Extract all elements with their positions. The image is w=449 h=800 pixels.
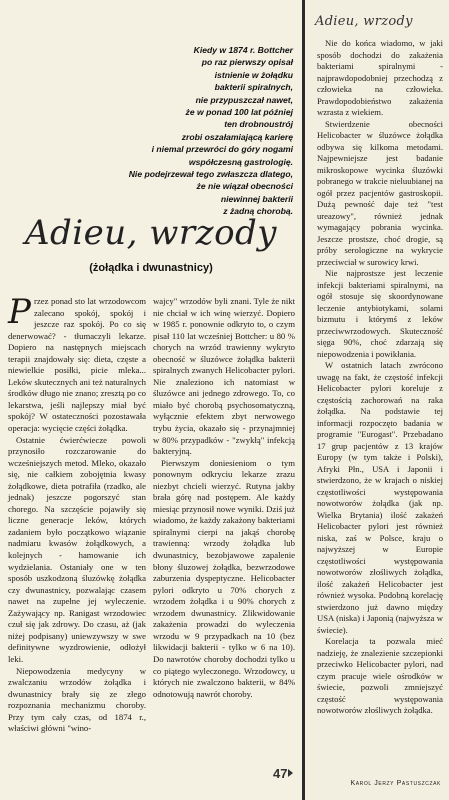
- paragraph-text: rzez ponad sto lat wrzodowcom zalecano spokój, spokój i jeszcze raz spokój. Po co się denerwować? - tłumaczyli lekarze. Dopiero na następnych miejscach terapii znajdowały się: dieta, częste a niewielkie posiłki, picie mleka... Leków skutecznych ani też naturalnych środków długo nie znano; zresztą po co lekarstwa, jeśli najlepszy miał być spokój? W ostateczności pozostawała operacja: wycięcie części żołądka.: [8, 296, 146, 434]
- sidebar-paragraph-5: Korelacja ta pozwala mieć nadzieję, że znalezienie szczepionki przeciwko Helicobacter pylori, nad czym pracuje wiele ośrodków w świecie, pozwoli zmniejszyć częstość występowania nowotworów złośliwych żołądka.: [317, 636, 443, 715]
- sidebar: [305, 0, 449, 800]
- next-arrow-icon: [288, 769, 293, 777]
- lead-line: współczesną gastrologię.: [188, 156, 293, 167]
- lead-line: że w ponad 100 lat później: [185, 107, 293, 118]
- page-number: [273, 766, 293, 781]
- author-byline: Karol Jerzy Pastuszczak: [350, 780, 441, 787]
- column-2-paragraph-2: Pierwszym doniesieniom o tym ponownym odkryciu lekarze zrazu niezbyt chcieli wierzyć. Rutyna jakby brała górę nad postępem. Ale każdy miesiąc przynosił nowe wyniki. Dziś już wiadomo, że każdy zakażony bakteriami spiralnymi cierpi na jakąś chorobę trawienną: wrzody żołądka lub dwunastnicy, bezobjawowe zapalenie błony śluzowej żołądka, bezwrzodowe zaburzenia dyspeptyczne. Helicobacter pylori odkryto u 70% chorych z wrzodem żołądka i u 90% chorych z wrzodem dwunastnicy. Zlikwidowanie zakażenia prowadzi do wyleczenia wrzodu w 9 przypadkach na 10 (bez likwidacji bakterii - tylko w 6 na 10). Do nawrotów choroby dochodzi tylko u co piątego wyleczonego. Wrzodowcy, u których nie zwalczono bakterii, w 84% odnotowują nawrót choroby.: [153, 457, 295, 699]
- lead-line: istnienie w żołądku: [214, 69, 293, 80]
- column-2-paragraph-1: wajcy" wrzodów byli znani. Tyle że nikt nie chciał w ich winę wierzyć. Dopiero w 1985 r. ponownie odkryto to, o czym pisał 110 lat wcześniej Bottcher: u 80 % chorych na wrzód trawienny wykryto obecność w śluzówce żołądka bakterii spiralnych zwanych Helicobacter pylori. Nie znaleziono ich natomiast w śluzówce ani jednego zdrowego. To, co miało być chorobą psychosomatyczną, wyłącznie efektem zbyt nerwowego trybu życia, okazało się - przynajmniej w 80% przypadków - "zwykłą" infekcją bakteryjną.: [153, 296, 295, 457]
- sidebar-body: [317, 38, 443, 717]
- article-title: Adieu, wrzody: [24, 213, 278, 253]
- sidebar-paragraph-4: W ostatnich latach zwrócono uwagę na fakt, że częstość infekcji Helicobacter pylori koreluje z częstością zachorowań na raka żołądka. Na podstawie tej informacji rozpoczęto badania w programie "Eurogast". Przebadano 17 grup pacjentów z 13 krajów Europy (w tym także i Polski), Afryki Płn., USA i Japonii i stwierdzono, że w krajach o niskiej częstotliwości występowania nowotworów żołądka (jak np. Wielka Brytania) ilość zakażeń Helicobacter pylori jest również niska, zaś w Polsce, kraju o najwyższej w Europie częstotliwości występowania nowotworów złośliwych żołądka, ilość zakażeń Helicobacter jest również wysoka. Podobną korelację stwierdzono już dawno między USA (niska) i Japonią (najwyższa w świecie).: [317, 360, 443, 635]
- lead-line: z żadną chorobą.: [223, 206, 293, 217]
- sidebar-paragraph-3: Nie najprostsze jest leczenie infekcji bakteriami spiralnymi, na ogół stosuje się skoordynowane leczenie antybiotykami, solami bizmutu i którymś z leków przeciwwrzodowych. Skuteczność sięga 90%, choć zdarzają się niepowodzenia i powikłania.: [317, 268, 443, 359]
- lead-line: Nie podejrzewał tego zwłaszcza dlatego,: [128, 169, 293, 180]
- lead-line: i niemal przewróci do góry nogami: [151, 144, 293, 155]
- sidebar-title: Adieu, wrzody: [315, 14, 413, 29]
- lead-line: Kiedy w 1874 r. Bottcher: [193, 45, 293, 55]
- drop-cap: P: [8, 292, 31, 332]
- lead-line: ten drobnoustrój: [224, 119, 293, 130]
- lead-line: po raz pierwszy opisał: [201, 57, 293, 68]
- column-1-paragraph-2: Ostatnie ćwierćwiecze powoli przynosiło rozczarowanie do wcześniejszych metod. Mleko, okazało się, nie całkiem zobojętnia kwasy żołądkowe, dieta potrafiła (rzadko, ale jednak) jeszcze pogorszyć stan chorego. Na szczęście pojawiły się liczne generacje leków, których zadaniem było początkowo wiązanie nadmiaru kwasów żołądkowych, a kolejnych - hamowanie ich wydzielania. Ostaniały one w ten sposób uszkodzoną śluzówkę żołądka czy dwunastnicy, pozwalając czasem nawet na zupełne jej wyleczenie. Zażywający np. Ranigast wrzodowiec czuł się jak zdrowy. Do czasu, aż (jak niżej podpisany) uniewzywszy w swe definitywne wyzdrowienie, odłożył leki.: [8, 434, 146, 664]
- article-subtitle: (żołądka i dwunastnicy): [89, 262, 213, 274]
- lead-line: że nie wiązał obecności: [196, 181, 293, 192]
- column-1-paragraph-1: [8, 292, 146, 435]
- lead-line: bakterii spiralnych,: [214, 82, 293, 93]
- article-column-2: [153, 296, 295, 700]
- lead-line: nie przypuszczał nawet,: [195, 94, 293, 105]
- column-1-paragraph-3: Niepowodzenia medycyny w zwalczaniu wrzodów żołądka i dwunastnicy brały się ze złego rozpoznania mechanizmu choroby. Przy tym cały czas, od 1874 r., właściwi główni "wino-: [8, 665, 146, 734]
- article-column-1: [8, 292, 146, 735]
- lead-line: zrobi oszałamiającą karierę: [181, 131, 293, 142]
- sidebar-paragraph-2: Stwierdzenie obecności Helicobacter w śluzówce żołądka odbywa się kilkoma metodami. Najpewniejsze jest badanie mikroskopowe wycinka śluzówki pobranego w trakcie nieluubianej na ogół przez pacjentów gastroskopii. Dużą pewność daje też "test ureazowy", również jednak wymagający pobrania wycinka. Jeszcze prostsze, choć drogie, są próby serologiczne na wykrycie przeciwciał w surowicy krwi.: [317, 118, 443, 267]
- lead-line: niewinnej bakterii: [220, 193, 293, 204]
- sidebar-paragraph-1: Nie do końca wiadomo, w jaki sposób dochodzi do zakażenia bakteriami spiralnymi - najprawdopodobniej przechodzą z człowieka na człowieka. Prawdopodobieństwo zakażenia wzrasta z wiekiem.: [317, 38, 443, 117]
- page-number-text: 47: [273, 766, 288, 781]
- lead-paragraph: [105, 44, 293, 218]
